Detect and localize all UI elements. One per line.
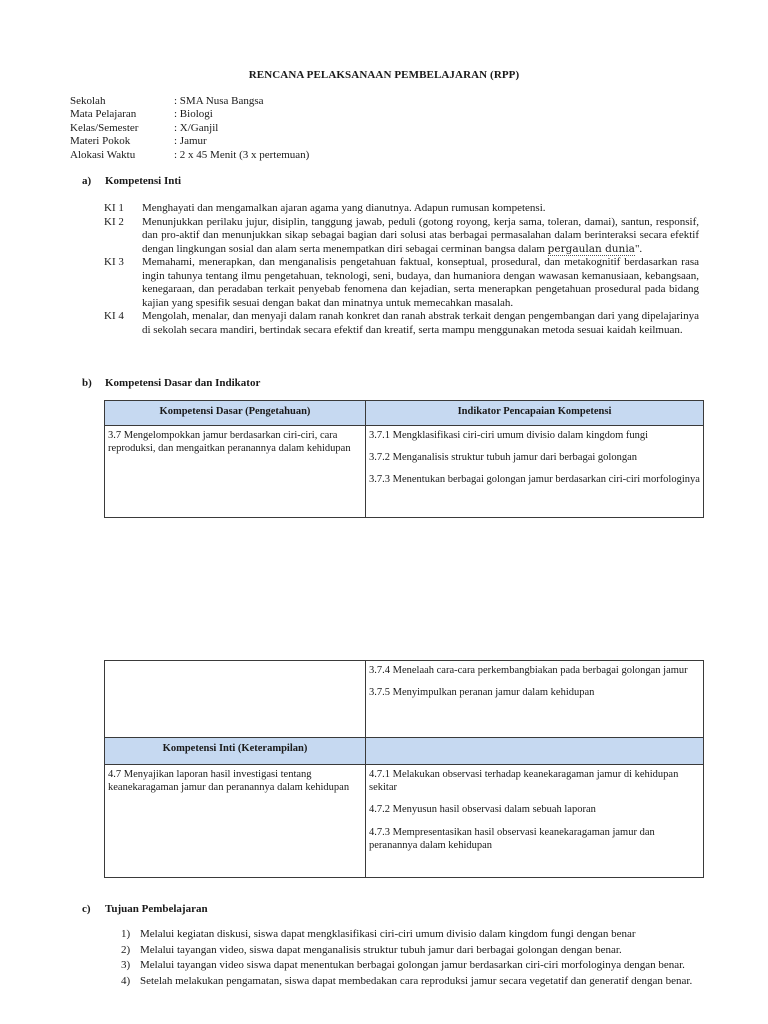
ki-item xyxy=(104,202,699,216)
goal-text: Setelah melakukan pengamatan, siswa dapat membedakan cara reproduksi jamur secara vegetatif dan generatif dengan benar. xyxy=(140,974,693,987)
identity-row xyxy=(70,122,309,135)
ki-number: KI 2 xyxy=(104,215,124,228)
ki-text: Menunjukkan perilaku jujur, disiplin, tanggung jawab, peduli (gotong royong, kerja sama, toleran, damai), santun, responsif, dan pro-aktif dan menunjukkan sikap sebagai bagian dari solusi atas berbagai permasalahan dalam berinteraksi secara efektif dengan lingkungan sosial dan alam serta menempatkan diri sebagai cerminan bangsa dalam xyxy=(142,215,699,255)
ki-number: KI 3 xyxy=(104,256,124,268)
ki-list xyxy=(104,202,699,337)
identity-value: : X/Ganjil xyxy=(174,121,219,134)
table-header-indicator xyxy=(366,738,704,765)
section-title: Tujuan Pembelajaran xyxy=(105,903,208,915)
ki-text: Menghayati dan mengamalkan ajaran agama yang dianutnya. Adapun rumusan kompetensi. xyxy=(142,202,546,214)
indicator-cell xyxy=(366,765,704,878)
identity-value: : SMA Nusa Bangsa xyxy=(174,95,264,107)
goal-number: 2) xyxy=(121,943,131,956)
goal-number: 4) xyxy=(121,974,131,987)
section-letter: c) xyxy=(82,903,91,915)
section-letter: a) xyxy=(82,175,92,187)
document-title: RENCANA PELAKSANAAN PEMBELAJARAN (RPP) xyxy=(248,69,520,81)
goal-text: Melalui tayangan video, siswa dapat menganalisis struktur tubuh jamur dari berbagai golongan dengan benar. xyxy=(140,943,622,956)
indicator-item: 3.7.1 Mengklasifikasi ciri-ciri umum divisio dalam kingdom fungi xyxy=(369,430,649,441)
table-header-kd: Kompetensi Inti (Keterampilan) xyxy=(105,738,366,765)
indicator-item: 4.7.2 Menyusun hasil observasi dalam sebuah laporan xyxy=(369,804,596,816)
identity-label: Materi Pokok xyxy=(70,135,131,148)
learning-goals-list xyxy=(121,928,699,988)
goal-text: Melalui kegiatan diskusi, siswa dapat mengklasifikasi ciri-ciri umum divisio dalam kingdom fungi dengan benar xyxy=(140,928,636,940)
goal-item xyxy=(121,944,699,958)
section-letter: b) xyxy=(82,377,92,389)
section-title: Kompetensi Dasar dan Indikator xyxy=(105,377,261,389)
indicator-item: 4.7.1 Melakukan observasi terhadap keanekaragaman jamur di kehidupan sekitar xyxy=(369,769,679,794)
empty-kd-cell xyxy=(105,661,366,738)
indicator-item: 3.7.2 Menganalisis struktur tubuh jamur dari berbagai golongan xyxy=(369,452,637,464)
goal-number: 1) xyxy=(121,928,131,940)
section-b-heading xyxy=(82,377,260,391)
kd-table-knowledge xyxy=(104,400,704,518)
identity-row xyxy=(70,108,309,121)
identity-label: Mata Pelajaran xyxy=(70,108,137,121)
identity-value: : Jamur xyxy=(174,135,207,148)
section-c-heading xyxy=(82,903,208,917)
kd-table-skills xyxy=(104,660,704,878)
ki-text: Mengolah, menalar, dan menyaji dalam ranah konkret dan ranah abstrak terkait dengan pengembangan dari yang dipelajarinya di sekolah secara mandiri, bertindak secara efektif dan kreatif, serta mampu menggunakan metoda sesuai kaidah keilmuan. xyxy=(142,310,699,336)
indicator-item: 3.7.5 Menyimpulkan peranan jamur dalam kehidupan xyxy=(369,687,595,699)
identity-label: Sekolah xyxy=(70,95,106,107)
goal-item xyxy=(121,959,699,973)
ki-number: KI 1 xyxy=(104,202,124,214)
kd-cell: 3.7 Mengelompokkan jamur berdasarkan ciri-ciri, cara reproduksi, dan mengaitkan peranannya dalam kehidupan xyxy=(105,426,366,518)
ki-number: KI 4 xyxy=(104,310,124,322)
table-header-indicator: Indikator Pencapaian Kompetensi xyxy=(366,401,704,426)
indicator-item: 3.7.3 Menentukan berbagai golongan jamur berdasarkan ciri-ciri morfologinya xyxy=(369,474,700,486)
section-title: Kompetensi Inti xyxy=(105,175,182,187)
indicator-item: 3.7.4 Menelaah cara-cara perkembangbiakan pada berbagai golongan jamur xyxy=(369,665,688,676)
identity-row xyxy=(70,95,309,108)
ki-item xyxy=(104,310,699,337)
identity-block xyxy=(70,95,309,162)
kd-cell: 4.7 Menyajikan laporan hasil investigasi tentang keanekaragaman jamur dan peranannya dalam kehidupan xyxy=(105,765,366,878)
identity-label: Kelas/Semester xyxy=(70,121,139,134)
goal-item xyxy=(121,975,699,989)
goal-text: Melalui tayangan video siswa dapat menentukan berbagai golongan jamur berdasarkan ciri-ciri morfologinya dengan benar. xyxy=(140,959,685,971)
identity-label: Alokasi Waktu xyxy=(70,148,136,161)
identity-value: : 2 x 45 Menit (3 x pertemuan) xyxy=(174,148,310,161)
indicator-cell xyxy=(366,426,704,518)
ki-text-tail-end: ". xyxy=(634,242,643,255)
goal-item xyxy=(121,928,699,942)
goal-number: 3) xyxy=(121,959,131,971)
identity-row xyxy=(70,149,309,162)
section-a-heading xyxy=(82,175,181,189)
indicator-item: 4.7.3 Mempresentasikan hasil observasi keanekaragaman jamur dan peranannya dalam kehidupan xyxy=(369,826,655,851)
ki-text-tail: pergaulan dunia xyxy=(547,242,635,255)
ki-text-block xyxy=(142,216,699,257)
ki-text: Memahami, menerapkan, dan menganalisis pengetahuan faktual, konseptual, prosedural, dan metakognitif berdasarkan rasa ingin tahunya tentang ilmu pengetahuan, teknologi, seni, budaya, dan humaniora dengan wawasan kemanusiaan, kebangsaan, kenegaraan, dan peradaban terkait penyebab fenomena dan kejadian, serta menerapkan pengetahuan prosedural pada bidang kajian yang spesifik sesuai dengan bakat dan minatnya untuk memecahkan masalah. xyxy=(142,256,699,309)
identity-row xyxy=(70,135,309,148)
ki-item xyxy=(104,216,699,257)
identity-value: : Biologi xyxy=(174,108,213,121)
table-header-kd: Kompetensi Dasar (Pengetahuan) xyxy=(105,401,366,426)
indicator-cell xyxy=(366,661,704,738)
ki-item xyxy=(104,256,699,310)
